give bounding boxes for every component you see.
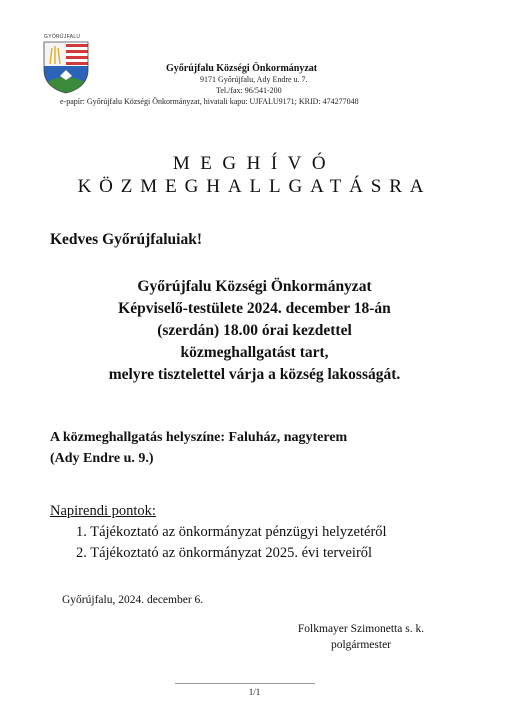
footer-divider [175, 683, 315, 684]
coat-of-arms-icon [42, 40, 90, 94]
signature-title: polgármester [330, 639, 392, 651]
title-public-hearing: KÖZMEGHALLGATÁSRA [77, 176, 432, 197]
agenda-item: 1. Tájékoztató az önkormányzat pénzügyi helyzetéről [76, 524, 387, 540]
org-phone: Tel./fax: 96/541-200 [216, 86, 282, 95]
title-invitation: MEGHÍVÓ [172, 153, 337, 174]
announcement-line: Képviselő-testülete 2024. december 18-án [118, 300, 391, 317]
org-epaper: e-papír: Győrújfalu Községi Önkormányzat, hivatali kapu: UJFALU9171; KRID: 474277048 [60, 97, 359, 106]
announcement-line: (szerdán) 18.00 órai kezdettel [157, 322, 352, 339]
page-number: 1/1 [248, 687, 261, 697]
org-name: Győrújfalu Községi Önkormányzat [166, 63, 318, 74]
venue [50, 427, 347, 469]
announcement [0, 276, 509, 386]
announcement-line: Győrújfalu Községi Önkormányzat [137, 278, 372, 295]
place-date: Győrújfalu, 2024. december 6. [62, 594, 204, 606]
org-address: 9171 Győrújfalu, Ady Endre u. 7. [200, 75, 308, 84]
announcement-line: közmeghallgatást tart, [180, 344, 329, 361]
agenda-title: Napirendi pontok: [50, 503, 156, 519]
greeting: Kedves Győrújfaluiak! [50, 231, 202, 248]
crest-label: GYŐRÚJFALU [44, 34, 81, 40]
signature-name: Folkmayer Szimonetta s. k. [297, 623, 425, 635]
announcement-line: melyre tisztelettel várja a község lakosságát. [108, 366, 401, 383]
agenda-list [76, 522, 387, 564]
venue-line: A közmeghallgatás helyszíne: Faluház, nagyterem [50, 430, 348, 445]
agenda-item: 2. Tájékoztató az önkormányzat 2025. évi terveiről [76, 545, 373, 561]
venue-address: (Ady Endre u. 9.) [50, 451, 154, 466]
